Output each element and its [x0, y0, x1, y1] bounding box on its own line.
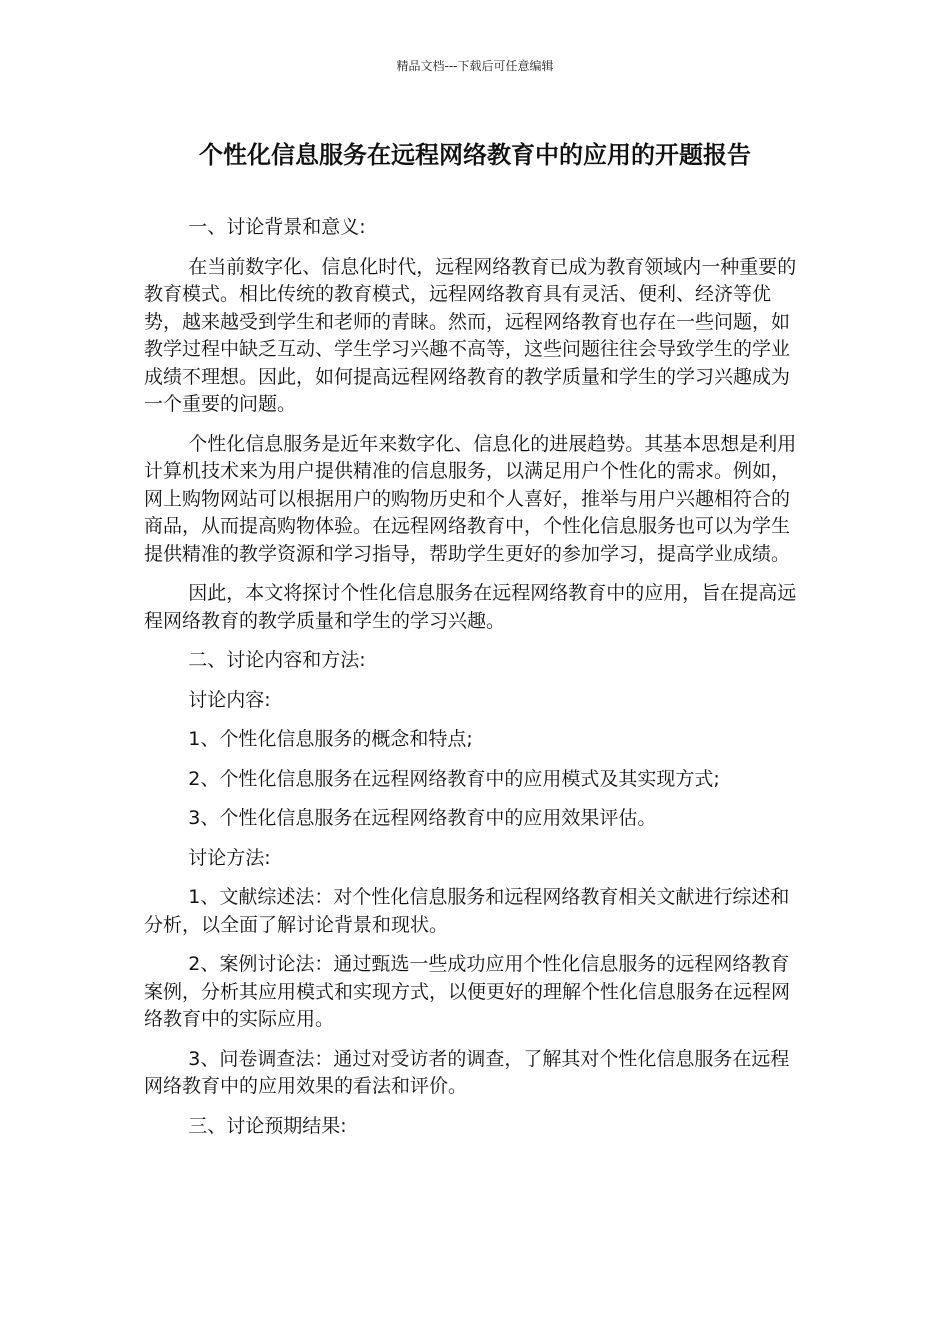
page-header-note: 精品文档---下载后可任意编辑 — [396, 59, 554, 73]
section-heading-content-methods: 二、讨论内容和方法: — [188, 649, 366, 671]
section-heading-expected-results: 三、讨论预期结果: — [188, 1114, 347, 1137]
content-item-3: 3、个性化信息服务在远程网络教育中的应用效果评估。 — [188, 807, 657, 829]
method-item-2: 2、案例讨论法：通过甄选一些成功应用个性化信息服务的远程网络教育案例，分析其应用模式和实现方式，以便更好的理解个性化信息服务在远程网络教育中的实际应用。 — [144, 953, 791, 1030]
section-heading-background: 一、讨论背景和意义: — [188, 216, 366, 238]
method-item-3: 3、问卷调查法：通过对受访者的调查，了解其对个性化信息服务在远程网络教育中的应用效果的看法和评价。 — [144, 1047, 790, 1097]
method-item-1: 1、文献综述法：对个性化信息服务和远程网络教育相关文献进行综述和分析，以全面了解讨论背景和现状。 — [144, 886, 790, 936]
subheading-content: 讨论内容: — [188, 688, 271, 711]
document-body — [144, 214, 808, 1152]
content-item-2: 2、个性化信息服务在远程网络教育中的应用模式及其实现方式; — [188, 767, 720, 790]
paragraph-personalized-service: 个性化信息服务是近年来数字化、信息化的进展趋势。其基本思想是利用计算机技术来为用户提供精准的信息服务，以满足用户个性化的需求。例如，网上购物网站可以根据用户的购物历史和个人喜好，推举与用户兴趣相符合的商品，从而提高购物体验。在远程网络教育中，个性化信息服务也可以为学生提供精准的教学资源和学习指导，帮助学生更好的参加学习，提高学业成绩。 — [144, 432, 797, 565]
document-title: 个性化信息服务在远程网络教育中的应用的开题报告 — [199, 141, 751, 169]
paragraph-background: 在当前数字化、信息化时代，远程网络教育已成为教育领域内一种重要的教育模式。相比传统的教育模式，远程网络教育具有灵活、便利、经济等优势，越来越受到学生和老师的青睐。然而，远程网络教育也存在一些问题，如教学过程中缺乏互动、学生学习兴趣不高等，这些问题往往会导致学生的学业成绩不理想。因此，如何提高远程网络教育的教学质量和学生的学习兴趣成为一个重要的问题。 — [144, 255, 797, 415]
subheading-methods: 讨论方法: — [188, 846, 271, 869]
paragraph-purpose: 因此，本文将探讨个性化信息服务在远程网络教育中的应用，旨在提高远程网络教育的教学质量和学生的学习兴趣。 — [144, 582, 797, 632]
content-item-1: 1、个性化信息服务的概念和特点; — [188, 728, 473, 750]
